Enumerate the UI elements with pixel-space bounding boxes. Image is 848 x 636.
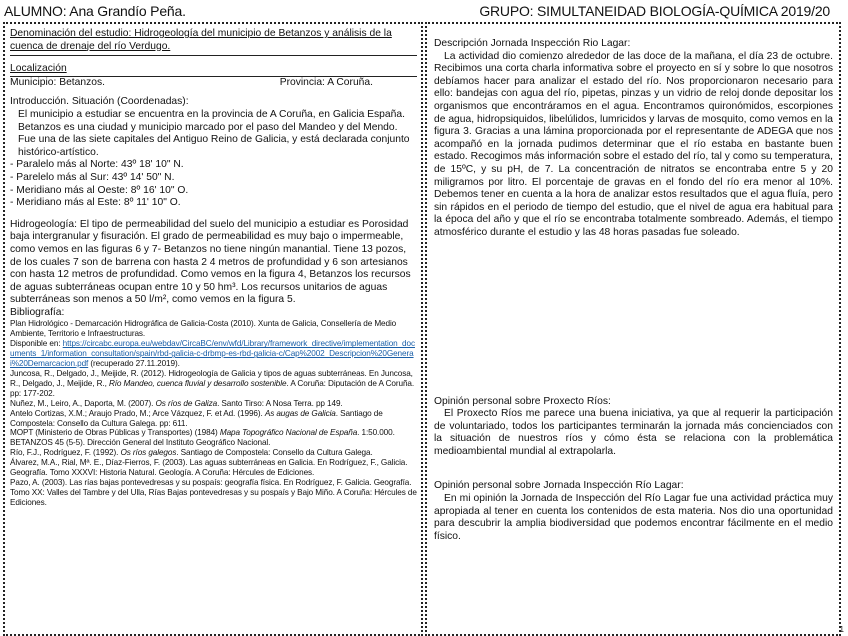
- municipio-label: Municipio: Betanzos.: [10, 76, 106, 88]
- opinion-jornada-heading: Opinión personal sobre Jornada Inspección Río Lagar:: [434, 480, 684, 492]
- intro-paragraph-2: Betanzos es una ciudad y municipio marcado por el paso del Mandeo y del Mendo. Fue una de las siete capitales del Antiguo Reino de Galicia, y está declarada conjunto histórico-artístico.: [18, 121, 410, 158]
- bib-entry-7: Río, F.J., Rodríguez, F. (1992). Os ríos galegos. Santiago de Compostela: Consello da Cultura Galega.: [10, 448, 373, 458]
- opinion-proyecto-heading: Opinión personal sobre Proxecto Ríos:: [434, 395, 611, 407]
- bib-entry-8: Álvarez, M.A., Rial, Mª. E., Díaz-Fierros, F. (2003). Las aguas subterráneas en Galicia. En Rodríguez, F., Galicia. Geografía. Tomo XXXVI: Historia Natural. Geología. A Coruña: Hércules de Ediciones.: [10, 458, 408, 478]
- jornada-paragraph: La actividad dio comienzo alrededor de las doce de la mañana, el día 23 de octubre. Recibimos una corta charla informativa sobre el proyecto en sí y sobre lo que nosotros debíamos hacer para analizar el estado del río. Nos proporcionaron necesario para ello: bandejas con agua del río, pipetas, pinzas y un vidrio de reloj donde depositar los organismos que encontráramos en el agua. Encontramos quironómidos, escorpiones de agua, hidropsiquidos, libelúlidos, lumricidos y larvas de mosquito, como vemos en la figura 3. Gracias a una lámina proporcionada por el representante de ADEGA que nos acompañó en la jornada pudimos determinar que el río estaba en bastante buen estado. Recogimos más información sobre el estado del río, tal y como su temperatura, de 15ºC, y su pH, de 7. La concentración de nitratos se encontraba entre 5 y 20 miligramos por litro. El porcentaje de gravas en el fondo del río era menor al 10%. Debemos tener en cuenta a la hora de analizar estos resultados que el agua fluía, pero sin rápidos en el periodo de tiempo del estudio, que el nivel de agua era habitual para la época del año y que el río se encontraba totalmente sombreado. Además, el tiempo atmosférico durante el estudio y las 48 horas pasadas fue soleado.: [434, 50, 833, 238]
- group-name: GRUPO: SIMULTANEIDAD BIOLOGÍA-QUÍMICA 2019/20: [479, 3, 830, 19]
- bib-entry-3: Juncosa, R., Delgado, J., Meijide, R. (2012). Hidrogeología de Galicia y tipos de aguas subterráneas. En Juncosa, R., Delgado, J., Meijide, R., Río Mandeo, cuenca fluvial y desarrollo sostenible. A Coruña: Diputación de A Coruña. pp: 177-202.: [10, 369, 415, 398]
- bib-entry-6: MOPT (Ministerio de Obras Públicas y Transportes) (1984) Mapa Topográfico Nacional de España. 1:50.000. BETANZOS 45 (5-5). Dirección General del Instituto Geográfico Nacional.: [10, 428, 395, 448]
- jornada-heading: Descripción Jornada Inspección Rio Lagar:: [434, 38, 631, 49]
- intro-paragraph-1: El municipio a estudiar se encuentra en la provincia de A Coruña, en Galicia España.: [18, 108, 405, 120]
- bib-entry-4: Nuñez, M., Leiro, A., Daporta, M. (2007). Os ríos de Galiza. Santo Tirso: A Nosa Terra. pp 149.: [10, 398, 343, 408]
- bib-link[interactable]: https://circabc.europa.eu/webdav/CircaBC/env/wfd/Library/framework_directive/implementation_documents_1/information_consultation/spain/rbd-galicia-c-drbmp-es-rbd-galicia-c/Cap%2002_Descripcion%20Generai%20Demarcacion.pdf: [10, 339, 415, 369]
- left-column: [3, 22, 423, 636]
- intro-heading: Introducción. Situación (Coordenadas):: [10, 96, 189, 108]
- page-number: 1: [839, 625, 844, 634]
- bib-entry-5: Antelo Cortizas, X.M.; Araujo Prado, M.; Arce Vázquez, F. et Ad. (1996). As augas de Galicia. Santiago de Compostela: Consello da Cultura Galega. pp: 611.: [10, 408, 383, 428]
- study-title: Denominación del estudio: Hidrogeología del municipio de Betanzos y análisis de la cuenca de drenaje del río Verdugo.: [10, 28, 392, 52]
- localizacion-row: [10, 77, 417, 90]
- opinion-proyecto-paragraph: El Proxecto Ríos me parece una buena iniciativa, ya que al requerir la participación de voluntariado, todos los participantes terminarán la jornada más concienciados con la situación de nuestros ríos y cómo ésta se relaciona con la problemática medioambiental mundial al extrapolarla.: [434, 408, 833, 457]
- right-column: [425, 22, 841, 636]
- bib-entry-9: Pazo, A. (2003). Las rías bajas pontevedresas y su pospaís: geografía física. En Rodríguez, F. Galicia. Geografía. Tomo XX: Valles del Tambre y del Ulla, Rías Bajas pontevedresas y su pospaís y Bajo Miño. A Coruña: Hércules de Ediciones.: [10, 477, 417, 507]
- localizacion-heading: Localización: [10, 63, 67, 75]
- hidrogeologia-paragraph: Hidrogeología: El tipo de permeabilidad del suelo del municipio a estudiar es Porosidad baja intergranular y fisuración. El grado de permeabilidad es muy bajo o impermeable, como vemos en las figuras 6 y 7- Betanzos no tiene ningún manantial. Tiene 13 pozos, de los cuales 7 son de barrena con hasta 2 4 metros de profundidad y 6 son artesianos con hasta 12 metros de profundidad. Como vemos en la figura 4, Betanzos los recursos de aguas subterráneas ocupan entre 10 y 50 hm³. Los recursos unitarios de aguas subterráneas son menos a 50 l/m², como vemos en la figura 5.: [10, 218, 411, 306]
- coord-north: - Paralelo más al Norte: 43º 18' 10" N.: [10, 159, 184, 171]
- provincia-label: Provincia: A Coruña.: [279, 76, 373, 88]
- student-name: ALUMNO: Ana Grandío Peña.: [4, 3, 186, 19]
- opinion-jornada-paragraph: En mi opinión la Jornada de Inspección del Río Lagar fue una actividad práctica muy apropiada al tener en cuenta los contenidos de esta materia. Nos dio una oportunidad para descubrir la amplia biodiversidad que podemos encontrar fácilmente en el medio físico.: [434, 493, 833, 542]
- coord-south: - Parelelo más al Sur: 43º 14' 50" N.: [10, 171, 175, 183]
- bib-entry-2: Disponible en: https://circabc.europa.eu/webdav/CircaBC/env/wfd/Library/framework_directive/implementation_documents_1/information_consultation/spain/rbd-galicia-c-drbmp-es-rbd-galicia-c/Cap%2002_Descripcion%20Generai%20Demarcacion.pdf (recuperado 27.11.2019).: [10, 339, 415, 369]
- bibliografia-heading: Bibliografía:: [10, 306, 65, 318]
- coord-west: - Meridiano más al Oeste: 8º 16' 10" O.: [10, 184, 189, 196]
- coord-east: - Meridiano más al Este: 8º 11' 10" O.: [10, 197, 181, 209]
- bib-entry-1: Plan Hidrológico - Demarcación Hidrográfica de Galicia-Costa (2010). Xunta de Galicia, Consellería de Medio Ambiente, Territorio e Infraestructuras.: [10, 319, 397, 339]
